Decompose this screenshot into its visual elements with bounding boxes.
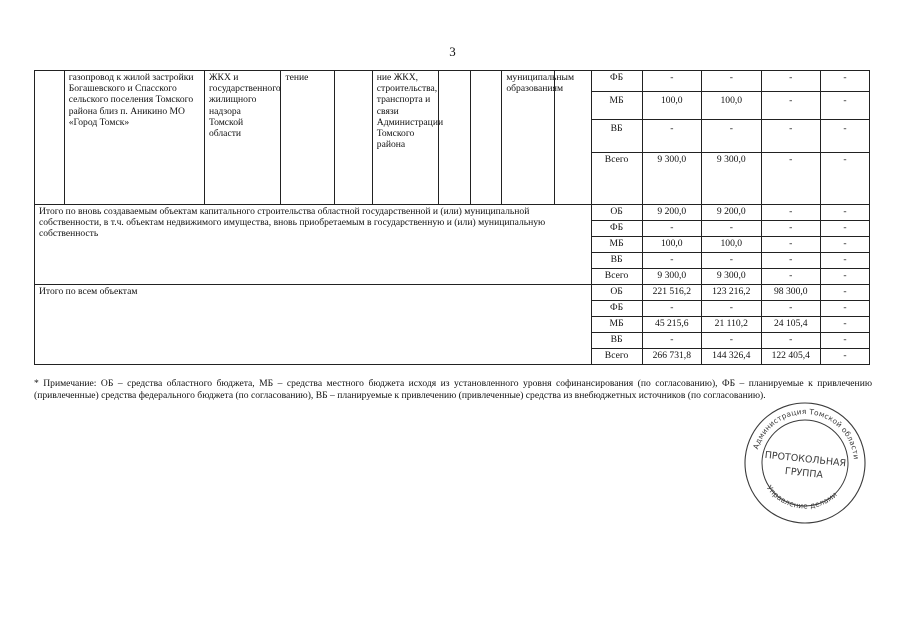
fund-value: 100,0 bbox=[702, 92, 761, 120]
fund-value: 100,0 bbox=[642, 92, 701, 120]
fund-value: - bbox=[642, 333, 701, 349]
fund-value: 9 300,0 bbox=[642, 269, 701, 285]
fund-value: - bbox=[761, 269, 820, 285]
fund-source: МБ bbox=[591, 92, 642, 120]
fund-value: - bbox=[702, 71, 761, 92]
fund-value: - bbox=[821, 120, 870, 153]
footnote: * Примечание: ОБ – средства областного бюджета, МБ – средства местного бюджета исходя из установленного уровня софинансирования (по согласованию), ФБ – планируемые к привлечению (привлеченные) средства федерального бюджета (по согласованию), ВБ – планируемые к привлечению (привлеченные) средства из внебюджетных источников (по согласованию). bbox=[34, 378, 872, 401]
fund-value: 21 110,2 bbox=[702, 317, 761, 333]
total-label: Итого по всем объектам bbox=[35, 285, 592, 365]
fund-value: 9 300,0 bbox=[702, 269, 761, 285]
fund-value: - bbox=[821, 221, 870, 237]
fund-value: 122 405,4 bbox=[761, 349, 820, 365]
subtotal-label: Итого по вновь создаваемым объектам капитального строительства областной государственной и (или) муниципальной собственности, в т.ч. объектам недвижимого имущества, вновь приобретаемым в государственную и (или) муниципальную собственность bbox=[35, 205, 592, 285]
fund-value: - bbox=[821, 317, 870, 333]
fund-source: ВБ bbox=[591, 253, 642, 269]
fund-value: - bbox=[761, 120, 820, 153]
fund-value: 221 516,2 bbox=[642, 285, 701, 301]
table-row bbox=[35, 205, 870, 221]
cell-empty bbox=[470, 71, 502, 205]
budget-table bbox=[34, 70, 870, 365]
fund-value: 98 300,0 bbox=[761, 285, 820, 301]
responsible-cell: ЖКХ и государственного жилищного надзора Томской области bbox=[204, 71, 280, 205]
fund-value: 9 300,0 bbox=[642, 153, 701, 205]
fund-value: - bbox=[821, 205, 870, 221]
stamp-center-line1: ПРОТОКОЛЬНАЯ bbox=[764, 449, 847, 470]
table-row bbox=[35, 71, 870, 92]
fund-source: Всего bbox=[591, 349, 642, 365]
svg-text:Управление делами bbox=[763, 483, 839, 514]
fund-value: 9 300,0 bbox=[702, 153, 761, 205]
fund-value: - bbox=[821, 153, 870, 205]
fund-value: - bbox=[821, 349, 870, 365]
fund-value: - bbox=[642, 71, 701, 92]
fund-source: ФБ bbox=[591, 71, 642, 92]
fund-value: 123 216,2 bbox=[702, 285, 761, 301]
recipient-cell: муниципальным образованиям bbox=[502, 71, 555, 205]
fund-value: 9 200,0 bbox=[702, 205, 761, 221]
table-row bbox=[35, 285, 870, 301]
fund-value: - bbox=[821, 237, 870, 253]
fund-value: - bbox=[642, 120, 701, 153]
fund-value: - bbox=[642, 301, 701, 317]
fund-value: - bbox=[702, 301, 761, 317]
fund-source: МБ bbox=[591, 237, 642, 253]
fund-value: - bbox=[761, 301, 820, 317]
fund-value: - bbox=[702, 221, 761, 237]
fund-source: Всего bbox=[591, 153, 642, 205]
fund-value: - bbox=[761, 253, 820, 269]
fund-value: 266 731,8 bbox=[642, 349, 701, 365]
fund-value: 100,0 bbox=[702, 237, 761, 253]
fund-value: - bbox=[702, 120, 761, 153]
fund-value: - bbox=[642, 221, 701, 237]
fund-value: - bbox=[821, 285, 870, 301]
fund-value: - bbox=[761, 221, 820, 237]
purpose-cell: тение bbox=[281, 71, 334, 205]
stamp-center-line2: ГРУППА bbox=[784, 465, 824, 481]
stamp-ring-bottom: Управление делами bbox=[764, 483, 839, 511]
cell-empty bbox=[35, 71, 65, 205]
fund-value: 144 326,4 bbox=[702, 349, 761, 365]
fund-value: 45 215,6 bbox=[642, 317, 701, 333]
cell-empty bbox=[334, 71, 372, 205]
fund-source: ВБ bbox=[591, 333, 642, 349]
fund-value: - bbox=[821, 301, 870, 317]
fund-value: 9 200,0 bbox=[642, 205, 701, 221]
stamp-ring-top: Администрация Томской области bbox=[751, 406, 861, 460]
fund-source: Всего bbox=[591, 269, 642, 285]
fund-value: - bbox=[761, 71, 820, 92]
fund-value: - bbox=[761, 333, 820, 349]
fund-value: - bbox=[702, 333, 761, 349]
official-stamp bbox=[742, 400, 868, 526]
fund-value: - bbox=[821, 253, 870, 269]
fund-value: - bbox=[821, 92, 870, 120]
fund-source: ОБ bbox=[591, 285, 642, 301]
page-number: 3 bbox=[449, 44, 456, 59]
fund-value: - bbox=[761, 205, 820, 221]
fund-value: - bbox=[761, 92, 820, 120]
fund-value: - bbox=[761, 237, 820, 253]
fund-source: МБ bbox=[591, 317, 642, 333]
fund-source: ФБ bbox=[591, 221, 642, 237]
object-name-cell: газопровод к жилой застройки Богашевского и Спасского сельского поселения Томского района близ п. Аникино МО «Город Томск» bbox=[64, 71, 204, 205]
customer-cell: ние ЖКХ, строительства, транспорта и связи Администрации Томского района bbox=[372, 71, 438, 205]
fund-source: ОБ bbox=[591, 205, 642, 221]
fund-source: ВБ bbox=[591, 120, 642, 153]
fund-value: - bbox=[821, 71, 870, 92]
fund-value: 24 105,4 bbox=[761, 317, 820, 333]
fund-value: - bbox=[821, 269, 870, 285]
fund-value: 100,0 bbox=[642, 237, 701, 253]
fund-value: - bbox=[821, 333, 870, 349]
fund-value: - bbox=[702, 253, 761, 269]
fund-value: - bbox=[642, 253, 701, 269]
fund-source: ФБ bbox=[591, 301, 642, 317]
cell-empty bbox=[438, 71, 470, 205]
fund-value: - bbox=[761, 153, 820, 205]
